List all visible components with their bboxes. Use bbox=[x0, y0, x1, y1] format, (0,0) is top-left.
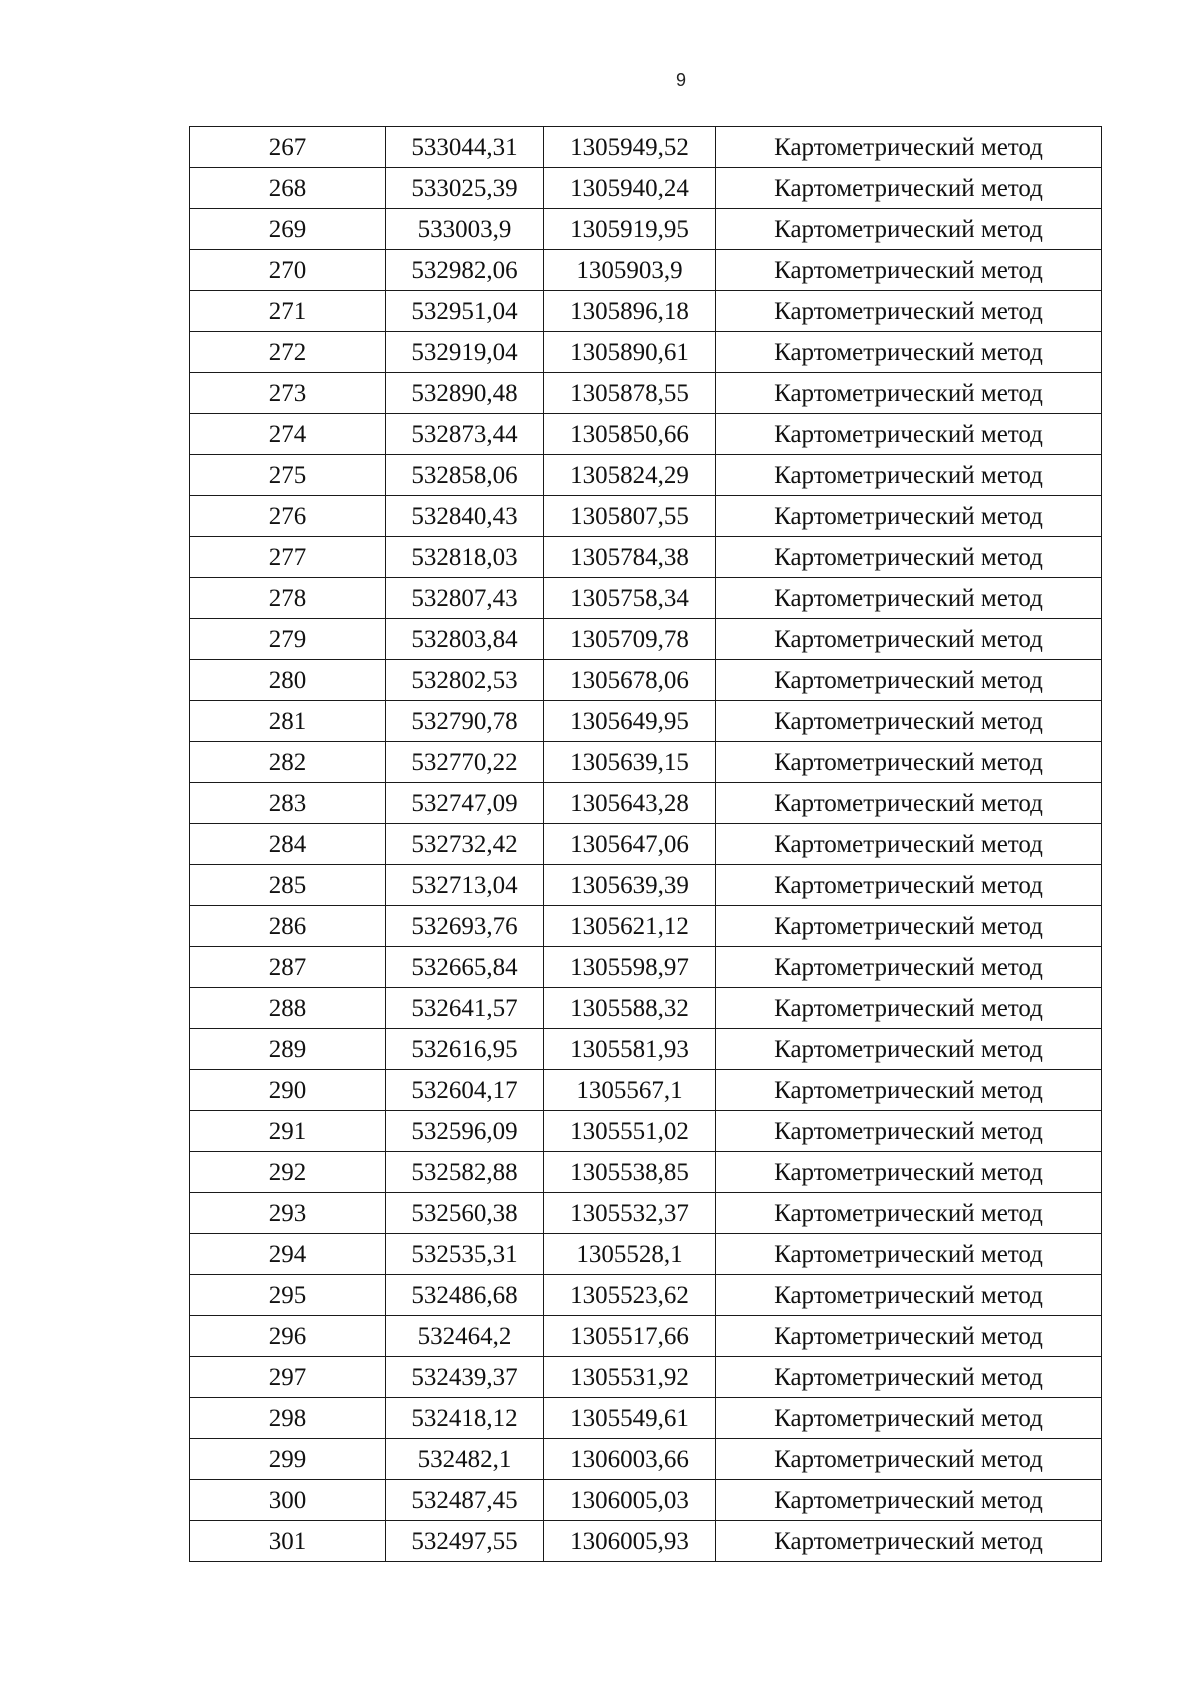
point-number-cell: 278 bbox=[190, 578, 386, 619]
table-row bbox=[190, 537, 1102, 578]
y-coordinate-cell: 1305919,95 bbox=[544, 209, 716, 250]
x-coordinate-cell: 532582,88 bbox=[386, 1152, 544, 1193]
method-cell: Картометрический метод bbox=[716, 783, 1102, 824]
table-row bbox=[190, 578, 1102, 619]
y-coordinate-cell: 1305549,61 bbox=[544, 1398, 716, 1439]
x-coordinate-cell: 532482,1 bbox=[386, 1439, 544, 1480]
x-coordinate-cell: 532665,84 bbox=[386, 947, 544, 988]
page-number: 9 bbox=[675, 70, 686, 90]
y-coordinate-cell: 1306005,93 bbox=[544, 1521, 716, 1562]
x-coordinate-cell: 532803,84 bbox=[386, 619, 544, 660]
table-row bbox=[190, 250, 1102, 291]
point-number-cell: 299 bbox=[190, 1439, 386, 1480]
table-row bbox=[190, 168, 1102, 209]
y-coordinate-cell: 1305878,55 bbox=[544, 373, 716, 414]
method-cell: Картометрический метод bbox=[716, 496, 1102, 537]
method-cell: Картометрический метод bbox=[716, 906, 1102, 947]
table-row bbox=[190, 1193, 1102, 1234]
point-number-cell: 272 bbox=[190, 332, 386, 373]
table-row bbox=[190, 209, 1102, 250]
x-coordinate-cell: 532418,12 bbox=[386, 1398, 544, 1439]
y-coordinate-cell: 1305678,06 bbox=[544, 660, 716, 701]
y-coordinate-cell: 1305643,28 bbox=[544, 783, 716, 824]
method-cell: Картометрический метод bbox=[716, 1357, 1102, 1398]
y-coordinate-cell: 1305949,52 bbox=[544, 127, 716, 168]
point-number-cell: 282 bbox=[190, 742, 386, 783]
method-cell: Картометрический метод bbox=[716, 947, 1102, 988]
y-coordinate-cell: 1306003,66 bbox=[544, 1439, 716, 1480]
table-row bbox=[190, 1111, 1102, 1152]
x-coordinate-cell: 532497,55 bbox=[386, 1521, 544, 1562]
table-row bbox=[190, 742, 1102, 783]
point-number-cell: 290 bbox=[190, 1070, 386, 1111]
y-coordinate-cell: 1305903,9 bbox=[544, 250, 716, 291]
x-coordinate-cell: 532818,03 bbox=[386, 537, 544, 578]
method-cell: Картометрический метод bbox=[716, 291, 1102, 332]
table-row bbox=[190, 414, 1102, 455]
table-row bbox=[190, 988, 1102, 1029]
y-coordinate-cell: 1305639,39 bbox=[544, 865, 716, 906]
method-cell: Картометрический метод bbox=[716, 1070, 1102, 1111]
point-number-cell: 286 bbox=[190, 906, 386, 947]
x-coordinate-cell: 532873,44 bbox=[386, 414, 544, 455]
table-row bbox=[190, 1070, 1102, 1111]
x-coordinate-cell: 532616,95 bbox=[386, 1029, 544, 1070]
point-number-cell: 280 bbox=[190, 660, 386, 701]
x-coordinate-cell: 533003,9 bbox=[386, 209, 544, 250]
y-coordinate-cell: 1305639,15 bbox=[544, 742, 716, 783]
point-number-cell: 294 bbox=[190, 1234, 386, 1275]
table-row bbox=[190, 1275, 1102, 1316]
point-number-cell: 291 bbox=[190, 1111, 386, 1152]
table-row bbox=[190, 1029, 1102, 1070]
y-coordinate-cell: 1305621,12 bbox=[544, 906, 716, 947]
method-cell: Картометрический метод bbox=[716, 209, 1102, 250]
method-cell: Картометрический метод bbox=[716, 619, 1102, 660]
x-coordinate-cell: 532747,09 bbox=[386, 783, 544, 824]
y-coordinate-cell: 1305824,29 bbox=[544, 455, 716, 496]
table-row bbox=[190, 1152, 1102, 1193]
x-coordinate-cell: 532486,68 bbox=[386, 1275, 544, 1316]
method-cell: Картометрический метод bbox=[716, 865, 1102, 906]
y-coordinate-cell: 1305598,97 bbox=[544, 947, 716, 988]
method-cell: Картометрический метод bbox=[716, 701, 1102, 742]
x-coordinate-cell: 532807,43 bbox=[386, 578, 544, 619]
y-coordinate-cell: 1305807,55 bbox=[544, 496, 716, 537]
table-row bbox=[190, 701, 1102, 742]
method-cell: Картометрический метод bbox=[716, 1111, 1102, 1152]
y-coordinate-cell: 1305523,62 bbox=[544, 1275, 716, 1316]
x-coordinate-cell: 532641,57 bbox=[386, 988, 544, 1029]
x-coordinate-cell: 532604,17 bbox=[386, 1070, 544, 1111]
x-coordinate-cell: 532890,48 bbox=[386, 373, 544, 414]
table-row bbox=[190, 1521, 1102, 1562]
table-row bbox=[190, 1439, 1102, 1480]
y-coordinate-cell: 1305517,66 bbox=[544, 1316, 716, 1357]
x-coordinate-cell: 532790,78 bbox=[386, 701, 544, 742]
point-number-cell: 268 bbox=[190, 168, 386, 209]
y-coordinate-cell: 1305890,61 bbox=[544, 332, 716, 373]
table-row bbox=[190, 332, 1102, 373]
method-cell: Картометрический метод bbox=[716, 332, 1102, 373]
method-cell: Картометрический метод bbox=[716, 1193, 1102, 1234]
method-cell: Картометрический метод bbox=[716, 1521, 1102, 1562]
coordinates-table bbox=[189, 126, 1102, 1562]
table-row bbox=[190, 1357, 1102, 1398]
x-coordinate-cell: 532464,2 bbox=[386, 1316, 544, 1357]
y-coordinate-cell: 1305896,18 bbox=[544, 291, 716, 332]
point-number-cell: 274 bbox=[190, 414, 386, 455]
y-coordinate-cell: 1305538,85 bbox=[544, 1152, 716, 1193]
point-number-cell: 279 bbox=[190, 619, 386, 660]
method-cell: Картометрический метод bbox=[716, 1275, 1102, 1316]
point-number-cell: 284 bbox=[190, 824, 386, 865]
table-row bbox=[190, 1234, 1102, 1275]
method-cell: Картометрический метод bbox=[716, 578, 1102, 619]
y-coordinate-cell: 1305709,78 bbox=[544, 619, 716, 660]
method-cell: Картометрический метод bbox=[716, 537, 1102, 578]
method-cell: Картометрический метод bbox=[716, 1029, 1102, 1070]
point-number-cell: 285 bbox=[190, 865, 386, 906]
coordinates-table-body bbox=[190, 127, 1102, 1562]
x-coordinate-cell: 532439,37 bbox=[386, 1357, 544, 1398]
y-coordinate-cell: 1305528,1 bbox=[544, 1234, 716, 1275]
x-coordinate-cell: 532596,09 bbox=[386, 1111, 544, 1152]
y-coordinate-cell: 1305531,92 bbox=[544, 1357, 716, 1398]
point-number-cell: 292 bbox=[190, 1152, 386, 1193]
point-number-cell: 301 bbox=[190, 1521, 386, 1562]
x-coordinate-cell: 532713,04 bbox=[386, 865, 544, 906]
method-cell: Картометрический метод bbox=[716, 1439, 1102, 1480]
point-number-cell: 298 bbox=[190, 1398, 386, 1439]
method-cell: Картометрический метод bbox=[716, 1398, 1102, 1439]
method-cell: Картометрический метод bbox=[716, 250, 1102, 291]
point-number-cell: 270 bbox=[190, 250, 386, 291]
y-coordinate-cell: 1305758,34 bbox=[544, 578, 716, 619]
y-coordinate-cell: 1305784,38 bbox=[544, 537, 716, 578]
y-coordinate-cell: 1305581,93 bbox=[544, 1029, 716, 1070]
y-coordinate-cell: 1305850,66 bbox=[544, 414, 716, 455]
x-coordinate-cell: 532770,22 bbox=[386, 742, 544, 783]
table-row bbox=[190, 660, 1102, 701]
y-coordinate-cell: 1306005,03 bbox=[544, 1480, 716, 1521]
point-number-cell: 288 bbox=[190, 988, 386, 1029]
point-number-cell: 283 bbox=[190, 783, 386, 824]
x-coordinate-cell: 532840,43 bbox=[386, 496, 544, 537]
point-number-cell: 296 bbox=[190, 1316, 386, 1357]
table-row bbox=[190, 824, 1102, 865]
method-cell: Картометрический метод bbox=[716, 1152, 1102, 1193]
x-coordinate-cell: 532535,31 bbox=[386, 1234, 544, 1275]
table-row bbox=[190, 1480, 1102, 1521]
method-cell: Картометрический метод bbox=[716, 414, 1102, 455]
point-number-cell: 276 bbox=[190, 496, 386, 537]
method-cell: Картометрический метод bbox=[716, 168, 1102, 209]
x-coordinate-cell: 532802,53 bbox=[386, 660, 544, 701]
point-number-cell: 267 bbox=[190, 127, 386, 168]
table-row bbox=[190, 496, 1102, 537]
y-coordinate-cell: 1305940,24 bbox=[544, 168, 716, 209]
table-row bbox=[190, 1316, 1102, 1357]
point-number-cell: 300 bbox=[190, 1480, 386, 1521]
y-coordinate-cell: 1305551,02 bbox=[544, 1111, 716, 1152]
x-coordinate-cell: 532982,06 bbox=[386, 250, 544, 291]
table-row bbox=[190, 783, 1102, 824]
point-number-cell: 297 bbox=[190, 1357, 386, 1398]
table-row bbox=[190, 1398, 1102, 1439]
y-coordinate-cell: 1305532,37 bbox=[544, 1193, 716, 1234]
point-number-cell: 269 bbox=[190, 209, 386, 250]
x-coordinate-cell: 532487,45 bbox=[386, 1480, 544, 1521]
method-cell: Картометрический метод bbox=[716, 373, 1102, 414]
method-cell: Картометрический метод bbox=[716, 988, 1102, 1029]
y-coordinate-cell: 1305588,32 bbox=[544, 988, 716, 1029]
point-number-cell: 271 bbox=[190, 291, 386, 332]
method-cell: Картометрический метод bbox=[716, 1316, 1102, 1357]
x-coordinate-cell: 532693,76 bbox=[386, 906, 544, 947]
point-number-cell: 281 bbox=[190, 701, 386, 742]
method-cell: Картометрический метод bbox=[716, 455, 1102, 496]
table-row bbox=[190, 619, 1102, 660]
x-coordinate-cell: 532858,06 bbox=[386, 455, 544, 496]
method-cell: Картометрический метод bbox=[716, 660, 1102, 701]
x-coordinate-cell: 533044,31 bbox=[386, 127, 544, 168]
table-row bbox=[190, 906, 1102, 947]
point-number-cell: 287 bbox=[190, 947, 386, 988]
table-row bbox=[190, 127, 1102, 168]
table-row bbox=[190, 947, 1102, 988]
x-coordinate-cell: 532560,38 bbox=[386, 1193, 544, 1234]
point-number-cell: 295 bbox=[190, 1275, 386, 1316]
x-coordinate-cell: 532732,42 bbox=[386, 824, 544, 865]
method-cell: Картометрический метод bbox=[716, 1234, 1102, 1275]
table-row bbox=[190, 373, 1102, 414]
y-coordinate-cell: 1305647,06 bbox=[544, 824, 716, 865]
x-coordinate-cell: 533025,39 bbox=[386, 168, 544, 209]
point-number-cell: 293 bbox=[190, 1193, 386, 1234]
table-row bbox=[190, 865, 1102, 906]
x-coordinate-cell: 532919,04 bbox=[386, 332, 544, 373]
x-coordinate-cell: 532951,04 bbox=[386, 291, 544, 332]
point-number-cell: 277 bbox=[190, 537, 386, 578]
point-number-cell: 289 bbox=[190, 1029, 386, 1070]
method-cell: Картометрический метод bbox=[716, 742, 1102, 783]
table-row bbox=[190, 291, 1102, 332]
y-coordinate-cell: 1305649,95 bbox=[544, 701, 716, 742]
method-cell: Картометрический метод bbox=[716, 1480, 1102, 1521]
point-number-cell: 273 bbox=[190, 373, 386, 414]
method-cell: Картометрический метод bbox=[716, 127, 1102, 168]
method-cell: Картометрический метод bbox=[716, 824, 1102, 865]
table-row bbox=[190, 455, 1102, 496]
point-number-cell: 275 bbox=[190, 455, 386, 496]
y-coordinate-cell: 1305567,1 bbox=[544, 1070, 716, 1111]
